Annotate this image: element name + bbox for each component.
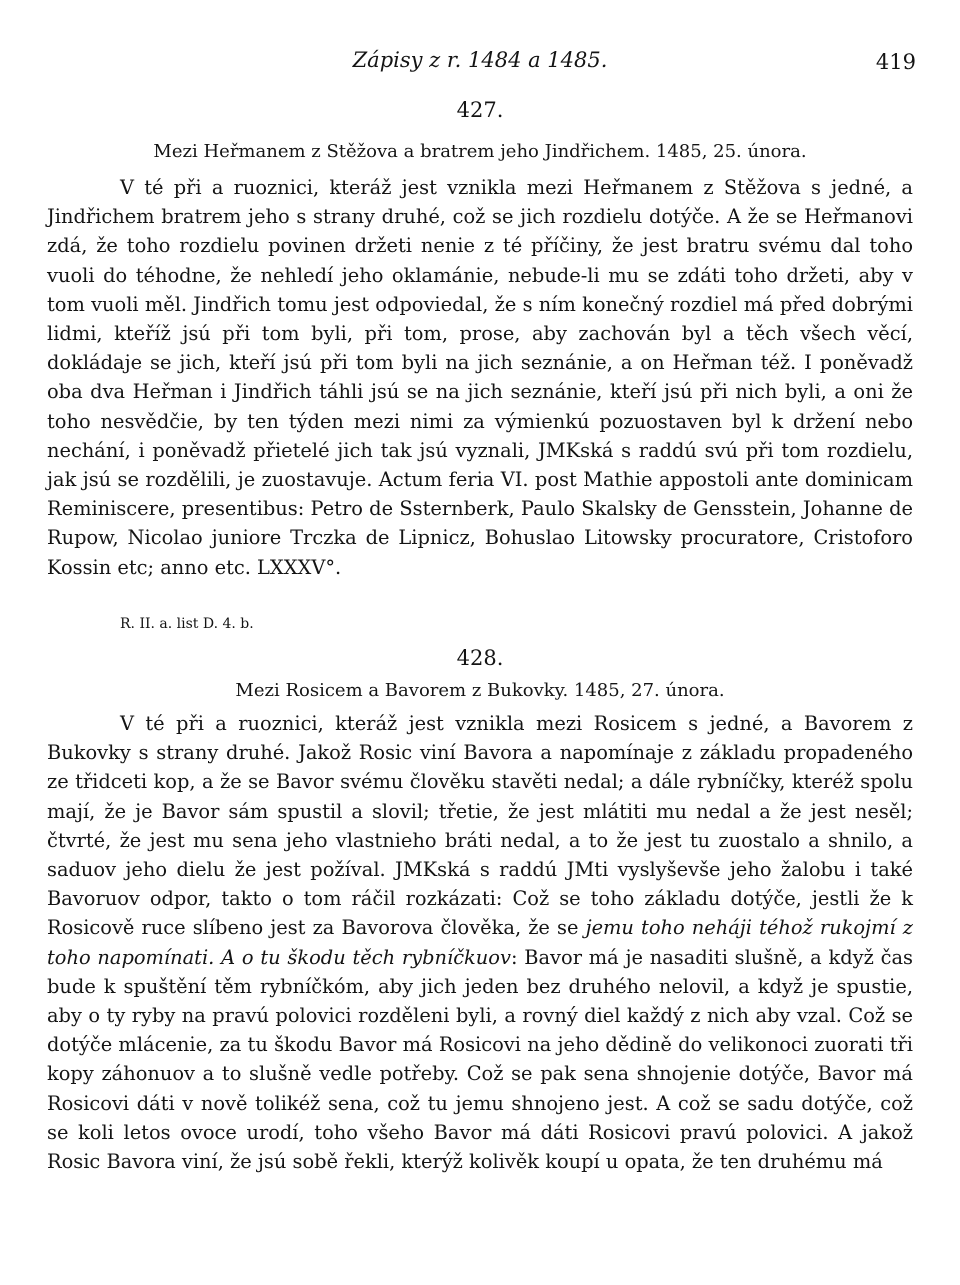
running-head: [0, 40, 960, 80]
paragraph-text: V té při a ruoznici, kteráž jest vznikla mezi Rosicem s jedné, a Bavorem z Bukovky s strany druhé. Jakož Rosic viní Bavora a napomínaje z základu propadeného ze třidceti kop, a že se Bavor svému člověku stavěti nedal; a dále rybníčky, kteréž spolu mají, že je Bavor sám spustil a slovil; třetie, že jest mlátiti mu nedal a že jest nesěl; čtvrté, že jest mu sena jeho vlastnieho bráti nedal, a to že jest tu zuostalo a shnilo, a saduov jeho dielu že jest požíval. JMKská s raddú JMti vyslyševše jeho žalobu i také Bavoruov odpor, takto o tom ráčil rozkázati: Což se toho základu dotýče, jestli že k Rosicově ruce slíbeno jest za Bavorova člověka, že se: [47, 712, 913, 940]
entry-number: 427.: [456, 98, 504, 122]
entry-body: [47, 709, 913, 1176]
entry-heading: Mezi Rosicem a Bavorem z Bukovky. 1485, 27. února.: [235, 680, 725, 701]
page-number: 419: [875, 50, 916, 74]
entry-paragraph: [47, 709, 913, 1176]
running-title: Zápisy z r. 1484 a 1485.: [352, 48, 608, 72]
entry-number: 428.: [456, 646, 504, 670]
entry-heading: Mezi Heřmanem z Stěžova a bratrem jeho Jindřichem. 1485, 25. února.: [153, 141, 807, 162]
entry-body: [47, 173, 913, 582]
source-note: R. II. a. list D. 4. b.: [120, 616, 254, 632]
paragraph-text: : Bavor má je nasaditi slušně, a když čas bude k spuštění těm rybníčkóm, aby jich jeden bez druhého nelovil, a když je spustie, aby o ty ryby na pravú polovici rozděleni byli, a rovný diel každý z nich aby vzal. Což se dotýče mlácenie, za tu škodu Bavor má Rosicovi na jeho dědině do velikonoci zuorati tři kopy záhonuov a to slušně vedle potřeby. Což se pak sena shnojenie dotýče, Bavor má Rosicovi dáti v nově tolikéž sena, což tu jemu shnojeno jest. A což se sadu dotýče, což se koli letos ovoce urodí, toho všeho Bavor má dáti Rosicovi pravú polovici. A jakož Rosic Bavora viní, že jsú sobě řekli, kterýž kolivěk koupí u opata, že ten druhému má: [47, 945, 914, 1174]
italic-text: jemu toho neháji téhož rukojmí z toho napomínati. A o tu škodu těch rybníčkuov: [47, 916, 913, 969]
entry-paragraph: V té při a ruoznici, kteráž jest vznikla mezi Heřmanem z Stěžova s jedné, a Jindřichem bratrem jeho s strany druhé, což se jich rozdielu dotýče. A že se Heřmanovi zdá, že toho rozdielu povinen držeti nenie z té příčiny, že jest bratru svému dal toho vuoli do téhodne, že nehledí jeho oklamánie, nebude-li mu se zdáti toho držeti, aby v tom vuoli měl. Jindřich tomu jest odpoviedal, že s ním konečný rozdiel má před dobrými lidmi, kteříž jsú při tom byli, při tom, prose, aby zachován byl a těch všech věcí, dokládaje se jich, kteří jsú při tom byli na jich seznánie, a on Heřman též. I poněvadž oba dva Heřman i Jindřich táhli jsú se na jich seznánie, kteří jsú při nich byli, a oni že toho nesvědčie, by ten týden mezi nimi za výmienkú pozuostaven byl k držení nebo nechání, i poněvadž přietelé jich tak jsú vyznali, JMKská s raddú svú při tom rozdielu, jak jsú se rozdělili, je zuostavuje. Actum feria VI. post Mathie appostoli ante dominicam Reminiscere, presentibus: Petro de Ssternberk, Paulo Skalsky de Gensstein, Johanne de Rupow, Nicolao juniore Trczka de Lipnicz, Bohuslao Litowsky procuratore, Cristoforo Kossin etc; anno etc. LXXXV°.: [47, 176, 913, 579]
